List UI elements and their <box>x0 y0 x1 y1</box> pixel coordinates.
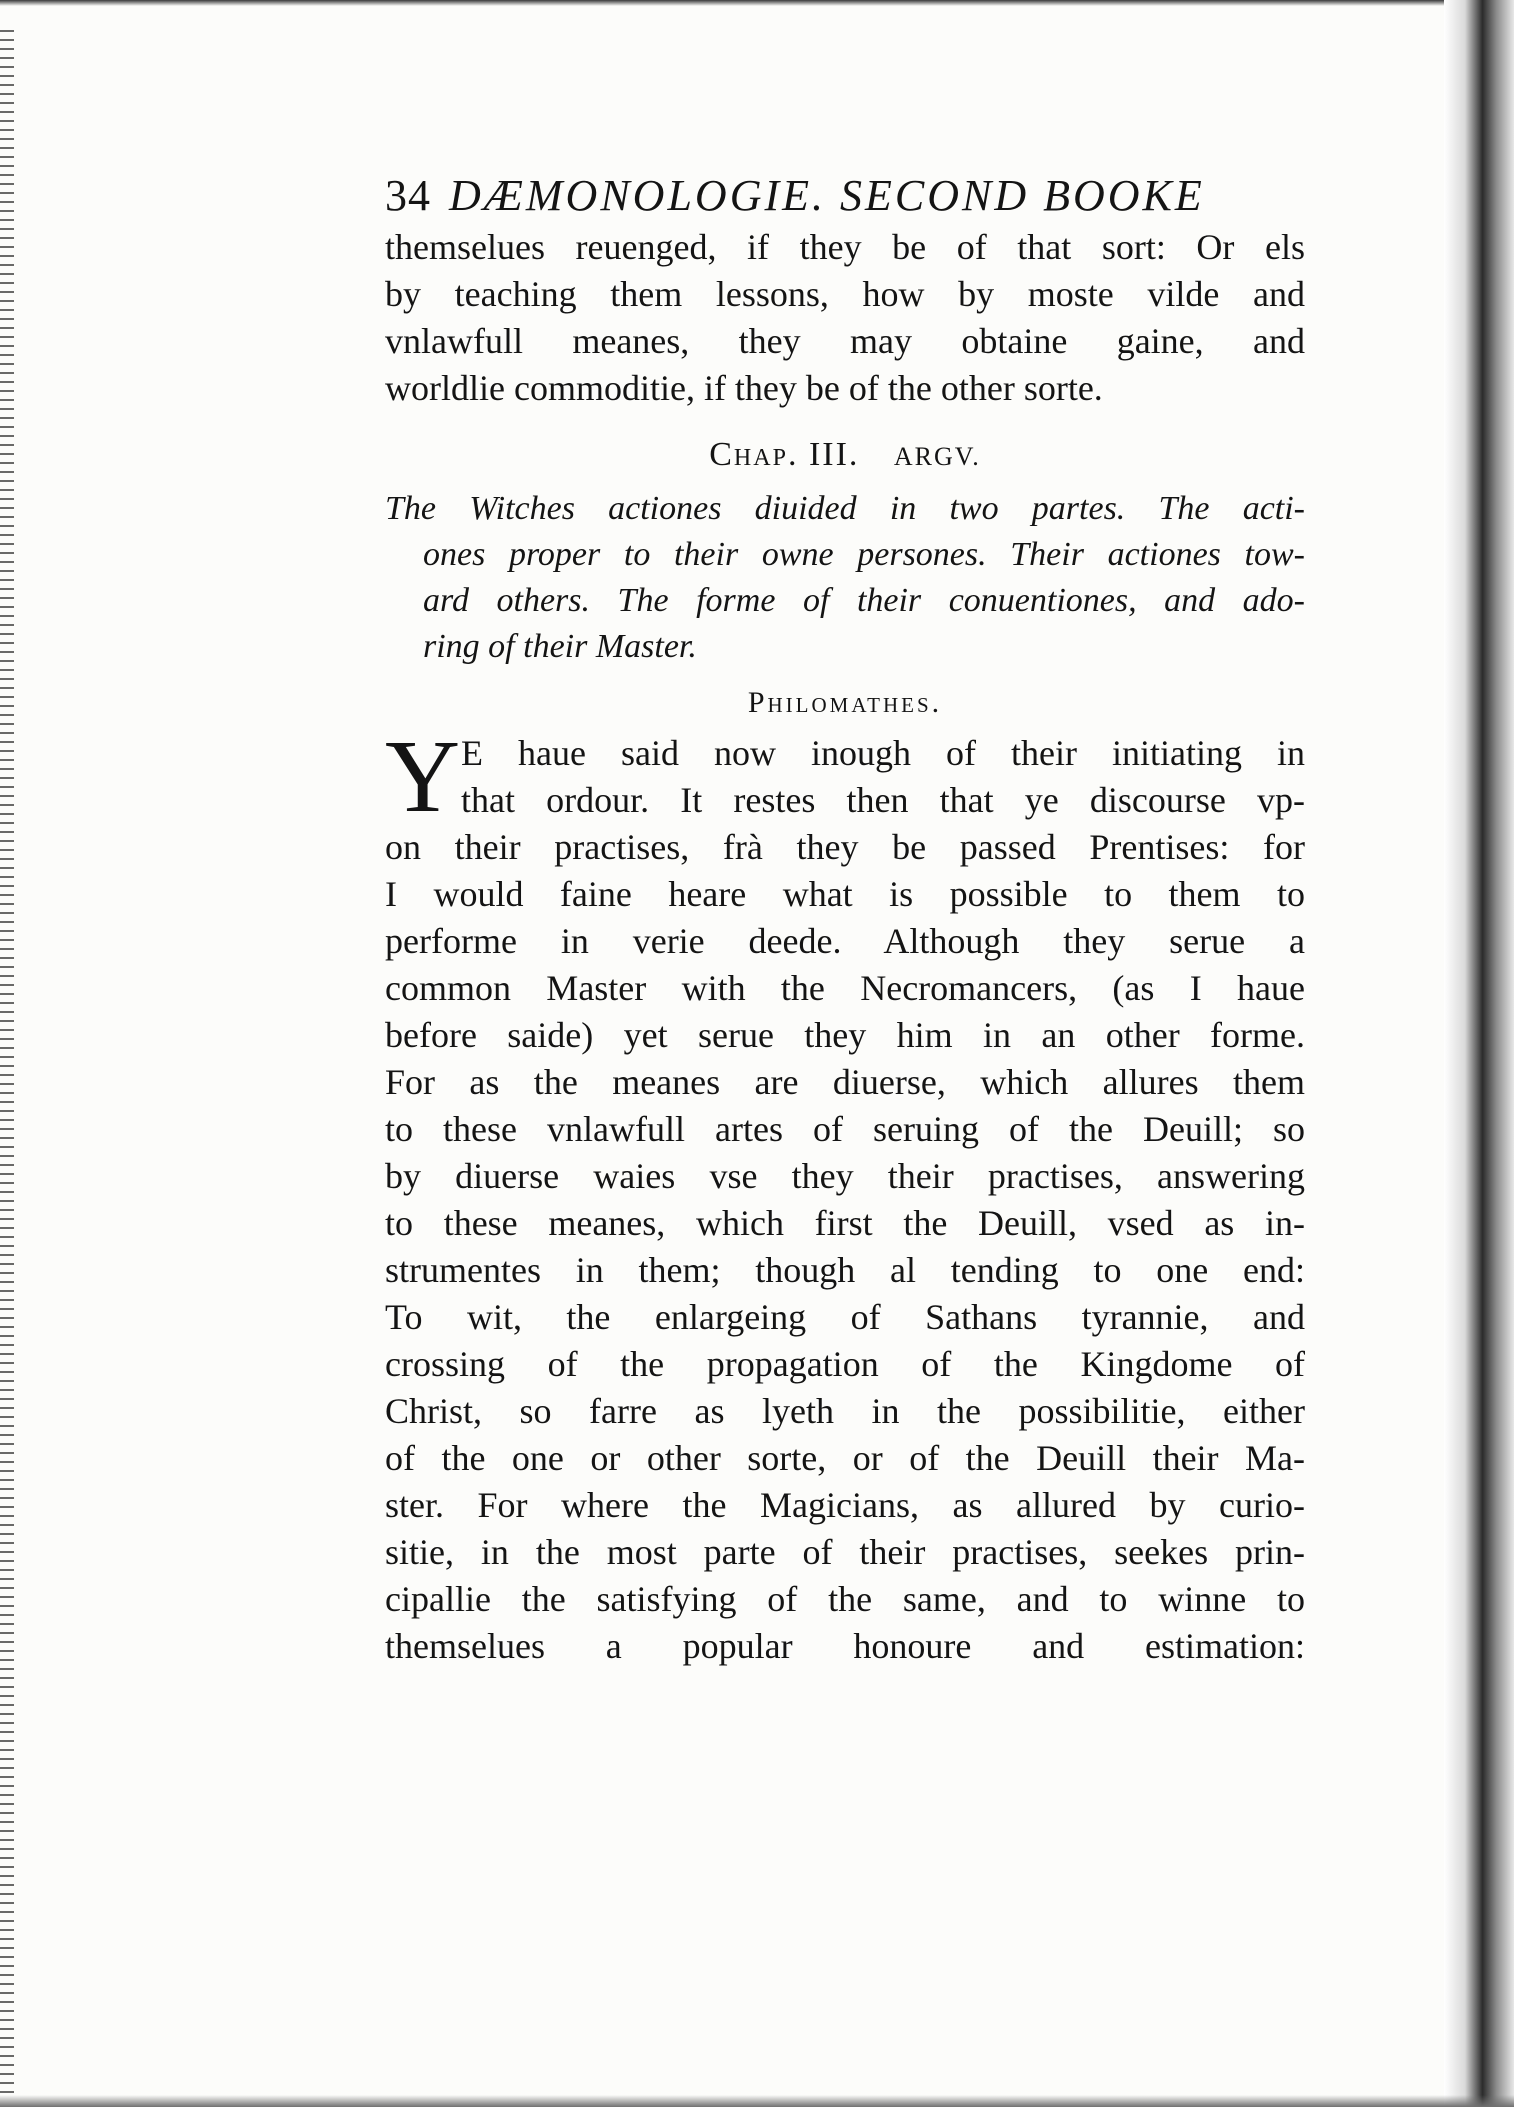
dialogue-paragraph <box>385 719 1305 1670</box>
text-line: to these vnlawfull artes of seruing of the Deuill; so <box>385 1109 1305 1149</box>
speaker-name: Philomathes. <box>747 686 943 719</box>
text-line: cipallie the satisfying of the same, and to winne to <box>385 1579 1305 1619</box>
chapter-argument <box>385 486 1305 670</box>
text-line: themselues reuenged, if they be of that sort: Or els <box>385 227 1305 267</box>
text-line: of the one or other sorte, or of the Deuill their Ma- <box>385 1438 1305 1478</box>
chapter-title: Chap. III. <box>709 436 860 473</box>
text-line: vnlawfull meanes, they may obtaine gaine, and <box>385 321 1305 361</box>
text-line: worldlie commoditie, if they be of the other sorte. <box>385 368 1103 408</box>
argument-line: The Witches actiones diuided in two partes. The acti- <box>385 490 1305 527</box>
text-line: performe in verie deede. Although they serue a <box>385 921 1305 961</box>
text-line: ster. For where the Magicians, as allured by curio- <box>385 1485 1305 1525</box>
text-line: common Master with the Necromancers, (as I haue <box>385 968 1305 1008</box>
scan-right-edge <box>1444 0 1514 2107</box>
text-line: sitie, in the most parte of their practises, seekes prin- <box>385 1532 1305 1572</box>
argument-label: ARGV. <box>893 442 981 471</box>
scan-bottom-edge <box>0 2095 1514 2107</box>
text-line: on their practises, frà they be passed Prentises: for <box>385 827 1305 867</box>
page-number: 34 <box>385 171 431 220</box>
scan-top-edge <box>0 0 1514 6</box>
text-line: that ordour. It restes then that ye discourse vp- <box>461 780 1305 820</box>
text-line: strumentes in them; though al tending to one end: <box>385 1250 1305 1290</box>
text-line: themselues a popular honoure and estimation: <box>385 1626 1305 1666</box>
scan-left-edge <box>0 30 14 2100</box>
text-line: to these meanes, which first the Deuill, vsed as in- <box>385 1203 1305 1243</box>
argument-line: ones proper to their owne persones. Their actiones tow- <box>423 536 1305 573</box>
running-header <box>385 168 1305 224</box>
opening-paragraph <box>385 224 1305 412</box>
running-title: DÆMONOLOGIE. SECOND BOOKE <box>449 171 1205 220</box>
text-line: To wit, the enlargeing of Sathans tyrannie, and <box>385 1297 1305 1337</box>
text-line: before saide) yet serue they him in an other forme. <box>385 1015 1305 1055</box>
text-line: For as the meanes are diuerse, which allures them <box>385 1062 1305 1102</box>
chapter-heading <box>385 430 1305 480</box>
drop-cap: Y <box>385 719 461 834</box>
text-column <box>385 168 1305 1670</box>
text-line: Christ, so farre as lyeth in the possibilitie, either <box>385 1391 1305 1431</box>
text-line: I would faine heare what is possible to them to <box>385 874 1305 914</box>
text-line: E haue said now inough of their initiating in <box>461 733 1305 773</box>
text-line: by diuerse waies vse they their practises, answering <box>385 1156 1305 1196</box>
text-line: by teaching them lessons, how by moste vilde and <box>385 274 1305 314</box>
argument-line: ring of their Master. <box>423 628 697 665</box>
argument-line: ard others. The forme of their conuentiones, and ado- <box>423 582 1305 619</box>
text-line: crossing of the propagation of the Kingdome of <box>385 1344 1305 1384</box>
